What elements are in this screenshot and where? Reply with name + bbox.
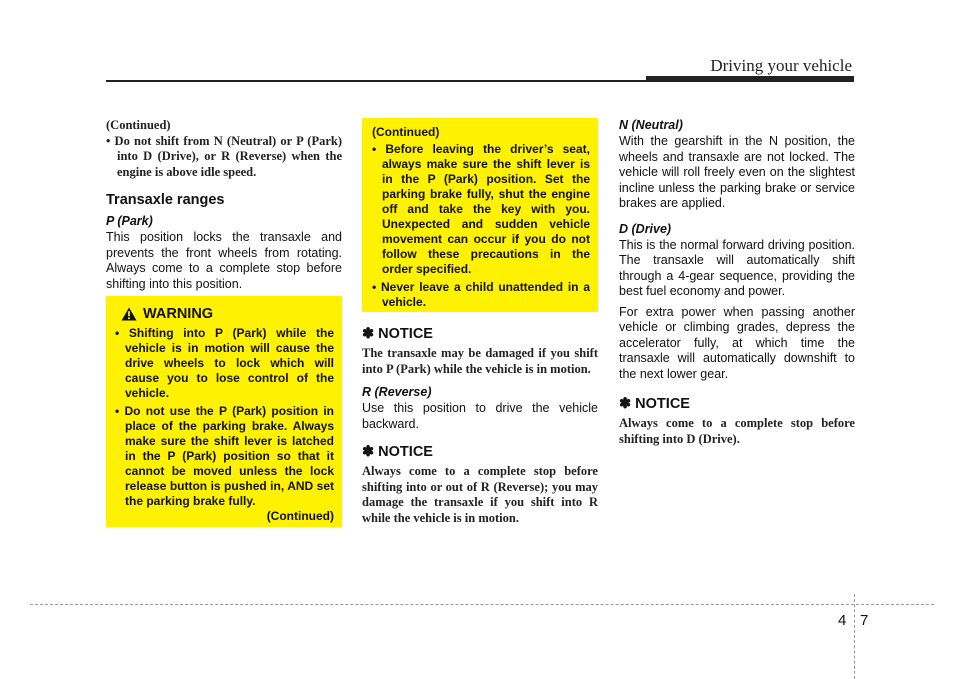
heading-neutral: N (Neutral) [619,118,683,132]
continued-label: (Continued) [106,118,171,132]
heading-park: P (Park) [106,214,153,228]
park-description: This position locks the transaxle and prevents the front wheels from rotating. Always come to a complete stop before shifting into this position. [106,230,342,291]
bullet-no-shift-above-idle: • Do not shift from N (Neutral) or P (Park) into D (Drive), or R (Reverse) when the engine is above idle speed. [106,133,342,179]
heading-reverse: R (Reverse) [362,385,432,399]
section-title-transaxle-ranges: Transaxle ranges [106,192,225,208]
column-left [106,118,342,297]
header-rule-thick [646,76,854,82]
warning-box [106,296,342,527]
continued-item-child-unattended: • Never leave a child unattended in a vehicle. [372,280,590,309]
continued-item-leaving-seat: • Before leaving the driver’s seat, always make sure the shift lever is in the P (Park) position. Set the parking brake fully, shut the engine off and take the key with you. Unexpected and sudden vehicle movement can occur if you do not follow these precautions in the order specified. [372,142,590,276]
warning-item-shift-in-motion: • Shifting into P (Park) while the vehicle is in motion will cause the drive wheels to lock which will cause you to lose control of the vehicle. [115,326,334,400]
notice-text-reverse: Always come to a complete stop before shifting into or out of R (Reverse); you may damage the transaxle if you shift into R while the vehicle is in motion. [362,464,598,525]
notice-text-drive: Always come to a complete stop before shifting into D (Drive). [619,416,855,446]
warning-header [115,306,334,322]
footer-divider [854,594,855,679]
notice-title-park: ✽ NOTICE [362,326,433,342]
page-number: 7 [860,612,869,629]
continued-box-label: (Continued) [372,125,440,139]
notice-title-reverse: ✽ NOTICE [362,444,433,460]
notice-title-drive: ✽ NOTICE [619,396,690,412]
drive-description: This is the normal forward driving position. The transaxle will automatically shift through a 4-gear sequence, providing the best fuel economy and power. [619,237,855,298]
continued-warning-box [362,118,598,312]
drive-extra-power: For extra power when passing another vehicle or climbing grades, depress the accelerator fully, at which time the transaxle will automatically downshift to the next lower gear. [619,304,855,381]
warning-continued: (Continued) [266,509,334,523]
heading-drive: D (Drive) [619,221,672,236]
reverse-description: Use this position to drive the vehicle backward. [362,401,598,431]
column-right [619,118,855,452]
footer-rule [30,604,934,605]
chapter-number: 4 [838,612,847,629]
column-middle [362,326,598,531]
neutral-description: With the gearshift in the N position, the wheels and transaxle are not locked. The vehicle will roll freely even on the slightest incline unless the parking brake or service brakes are applied. [619,134,855,210]
warning-title: WARNING [143,306,214,322]
notice-text-park: The transaxle may be damaged if you shift into P (Park) while the vehicle is in motion. [362,346,598,376]
warning-triangle-icon [121,307,137,321]
header-title: Driving your vehicle [710,56,852,75]
warning-item-park-not-brake: • Do not use the P (Park) position in place of the parking brake. Always make sure the shift lever is latched in the P (Park) position so that it cannot be moved unless the lock release button is pushed in, AND set the parking brake fully. [115,404,334,508]
